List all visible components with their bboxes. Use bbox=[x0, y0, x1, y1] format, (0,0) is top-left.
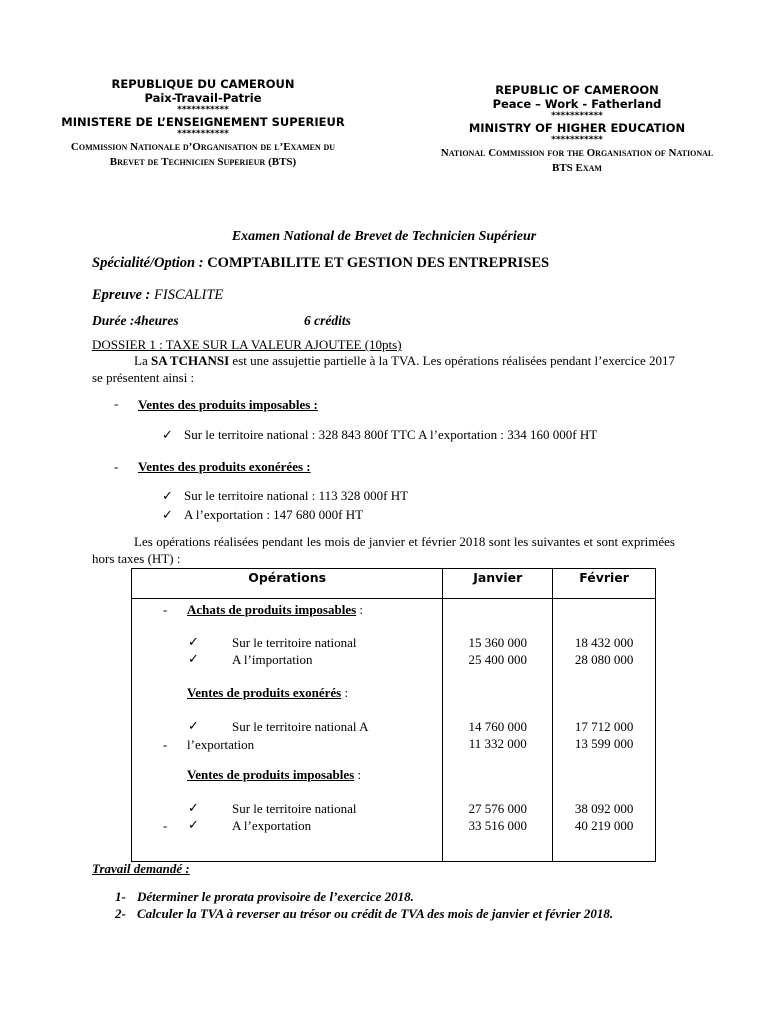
table-row-label: l’exportation bbox=[187, 737, 255, 752]
header-left bbox=[48, 77, 358, 170]
table-header: Février bbox=[553, 569, 656, 599]
table-row-label: Sur le territoire national bbox=[232, 801, 357, 816]
table-value: 15 360 000 bbox=[468, 635, 527, 650]
country-fr: REPUBLIQUE DU CAMEROUN bbox=[111, 77, 295, 91]
dossier-title: DOSSIER 1 : TAXE SUR LA VALEUR AJOUTEE (10pts) bbox=[92, 337, 402, 352]
question: 2- Calculer la TVA à reverser au trésor ou crédit de TVA des mois de janvier et février 2018. bbox=[115, 906, 614, 921]
country-en: REPUBLIC OF CAMEROON bbox=[495, 83, 659, 97]
table-value: 33 516 000 bbox=[468, 818, 527, 833]
credits: 6 crédits bbox=[304, 313, 351, 328]
table-value: 28 080 000 bbox=[574, 652, 634, 667]
commission-fr-line2: Brevet de Technicien Superieur (BTS) bbox=[109, 156, 297, 168]
header-right bbox=[412, 83, 742, 176]
duration: Durée :4heures bbox=[92, 313, 179, 328]
epreuve-value: FISCALITE bbox=[150, 287, 224, 303]
check-icon: ✓ bbox=[188, 718, 199, 733]
epreuve-label: Epreuve : bbox=[92, 287, 151, 303]
check-icon: ✓ bbox=[188, 634, 199, 649]
check-item: ✓ Sur le territoire national : 113 328 000f HT bbox=[162, 488, 409, 503]
ministry-en: MINISTRY OF HIGHER EDUCATION bbox=[468, 121, 686, 135]
table-header: Opérations bbox=[132, 569, 443, 599]
ministry-fr: MINISTERE DE L’ENSEIGNEMENT SUPERIEUR bbox=[61, 115, 345, 129]
speciality-value: COMPTABILITE ET GESTION DES ENTREPRISES bbox=[203, 255, 550, 271]
check-icon: ✓ bbox=[162, 427, 173, 442]
table-row-label: Sur le territoire national bbox=[232, 635, 357, 650]
exam-title: Examen National de Brevet de Technicien Supérieur bbox=[231, 229, 537, 244]
separator-stars: *********** bbox=[551, 135, 603, 145]
commission-en-line2: BTS Exam bbox=[552, 162, 602, 174]
operations-paragraph: Les opérations réalisées pendant les mois de janvier et février 2018 sont les suivantes et sont exprimées hors taxes (HT) : bbox=[92, 534, 675, 566]
speciality-label: Spécialité/Option : bbox=[92, 255, 204, 271]
operations-cell bbox=[132, 599, 443, 862]
table-value: 18 432 000 bbox=[574, 635, 634, 650]
section-heading: Ventes des produits imposables : bbox=[138, 397, 318, 412]
table-value: 27 576 000 bbox=[468, 801, 527, 816]
speciality bbox=[92, 255, 549, 272]
table-value: 14 760 000 bbox=[468, 719, 527, 734]
table-value: 17 712 000 bbox=[574, 719, 634, 734]
table-section: Achats de produits imposables : bbox=[187, 602, 364, 617]
commission-en-line1: National Commission for the Organisation of National bbox=[440, 147, 714, 159]
motto-fr: Paix-Travail-Patrie bbox=[144, 91, 262, 105]
separator-stars: *********** bbox=[551, 111, 603, 121]
table-row-label: Sur le territoire national A bbox=[232, 719, 369, 734]
travail-title: Travail demandé : bbox=[92, 861, 190, 876]
intro-paragraph: La SA TCHANSI est une assujettie partielle à la TVA. Les opérations réalisées pendant l’exercice 2017 se présentent ainsi : bbox=[92, 353, 675, 385]
epreuve bbox=[92, 287, 223, 304]
check-icon: ✓ bbox=[162, 488, 173, 503]
check-item: ✓ Sur le territoire national : 328 843 800f TTC A l’exportation : 334 160 000f HT bbox=[162, 427, 598, 442]
table-value: 25 400 000 bbox=[468, 652, 527, 667]
company-name: SA TCHANSI bbox=[150, 353, 230, 368]
table-value: 38 092 000 bbox=[574, 801, 634, 816]
bullet-dash: - bbox=[163, 602, 168, 617]
bullet-dash: - bbox=[114, 396, 119, 411]
janvier-cell bbox=[443, 599, 553, 862]
bullet-dash: - bbox=[114, 459, 119, 474]
check-icon: ✓ bbox=[188, 651, 199, 666]
table-value: 11 332 000 bbox=[468, 736, 527, 751]
fevrier-cell bbox=[553, 599, 656, 862]
table-section: Ventes de produits imposables : bbox=[187, 767, 362, 782]
check-icon: ✓ bbox=[188, 800, 199, 815]
table-header: Janvier bbox=[443, 569, 553, 599]
bullet-dash: - bbox=[163, 818, 168, 833]
table-row-label: A l’importation bbox=[232, 652, 313, 667]
check-icon: ✓ bbox=[188, 817, 199, 832]
operations-table bbox=[131, 568, 656, 862]
table-value: 13 599 000 bbox=[574, 736, 634, 751]
table-value: 40 219 000 bbox=[574, 818, 634, 833]
bullet-dash: - bbox=[163, 737, 168, 752]
table-section: Ventes de produits exonérés : bbox=[187, 685, 349, 700]
section-heading: Ventes des produits exonérées : bbox=[138, 459, 311, 474]
motto-en: Peace – Work - Fatherland bbox=[492, 97, 662, 111]
check-icon: ✓ bbox=[162, 507, 173, 522]
separator-stars: *********** bbox=[177, 129, 229, 139]
check-item: ✓ A l’exportation : 147 680 000f HT bbox=[162, 507, 364, 522]
commission-fr-line1: Commission Nationale d’Organisation de l’Examen du bbox=[70, 141, 336, 153]
table-row-label: A l’exportation bbox=[232, 818, 312, 833]
separator-stars: *********** bbox=[177, 105, 229, 115]
question: 1- Déterminer le prorata provisoire de l’exercice 2018. bbox=[115, 889, 414, 904]
